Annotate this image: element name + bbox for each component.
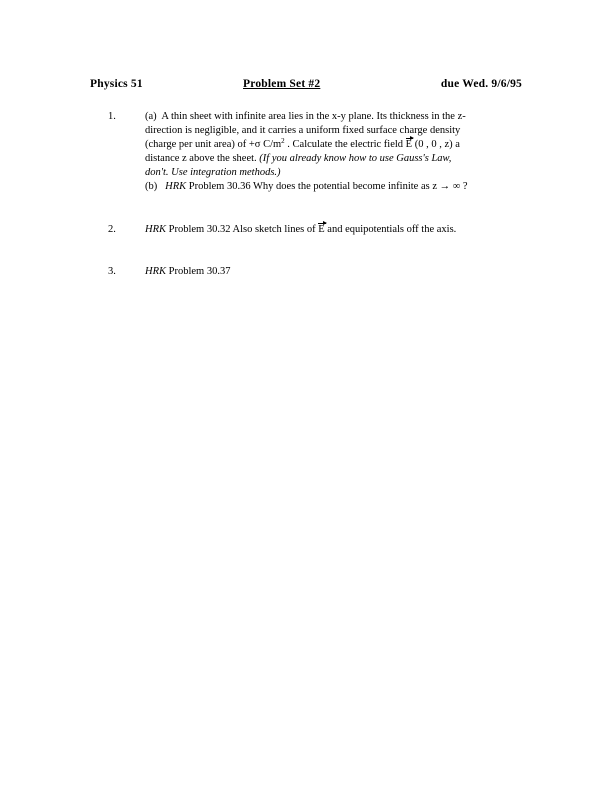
page-header (90, 78, 522, 94)
part-b-line (145, 180, 525, 194)
part-a-text-3-mid: . Calculate the electric field (284, 139, 406, 150)
vector-e-symbol: E (405, 139, 413, 150)
part-a-text-3-pre: (charge per unit area) of +σ C/m (145, 139, 282, 150)
problem-set-title: Problem Set #2 (243, 78, 321, 90)
source-abbrev: HRK (165, 181, 187, 192)
source-abbrev: HRK (145, 266, 166, 277)
part-a-line-1 (145, 110, 525, 124)
problem-number: 2. (108, 224, 116, 235)
part-a-text-2: direction is negligible, and it carries a uniform fixed surface charge density (145, 125, 461, 136)
part-a-hint-1: (If you already know how to use Gauss's Law, (259, 153, 452, 164)
course-title: Physics 51 (90, 78, 143, 90)
part-b-text: Problem 30.36 Why does the potential become infinite as z → ∞ ? (186, 181, 468, 192)
part-a-text-4: distance z above the sheet. (145, 153, 260, 164)
part-a-line-2 (145, 124, 525, 138)
problem-3-text: Problem 30.37 (166, 266, 231, 277)
problem-body (145, 110, 525, 194)
problem-number: 3. (108, 266, 116, 277)
due-date: due Wed. 9/6/95 (440, 78, 522, 90)
part-a-hint-2: don't. Use integration methods.) (145, 167, 281, 178)
part-a-line-5 (145, 166, 525, 180)
part-a-text-3-post: (0 , 0 , z) a (412, 139, 460, 150)
part-a-text-1: A thin sheet with infinite area lies in the x-y plane. Its thickness in the z- (161, 111, 466, 122)
vector-e-symbol: E (318, 224, 325, 235)
problem-2-text-post: and equipotentials off the axis. (324, 224, 457, 235)
part-label: (a) (145, 111, 157, 122)
part-label: (b) (145, 181, 158, 192)
part-a-line-4 (145, 152, 525, 166)
problem-2-text-pre: Problem 30.32 Also sketch lines of (166, 224, 319, 235)
problem-body (145, 223, 525, 237)
problem-body (145, 265, 525, 279)
exponent: 2 (281, 137, 285, 145)
problem-3-line (145, 265, 525, 279)
source-abbrev: HRK (145, 224, 166, 235)
part-a-line-3 (145, 138, 525, 152)
problem-number: 1. (108, 111, 116, 122)
problem-2-line (145, 223, 525, 237)
